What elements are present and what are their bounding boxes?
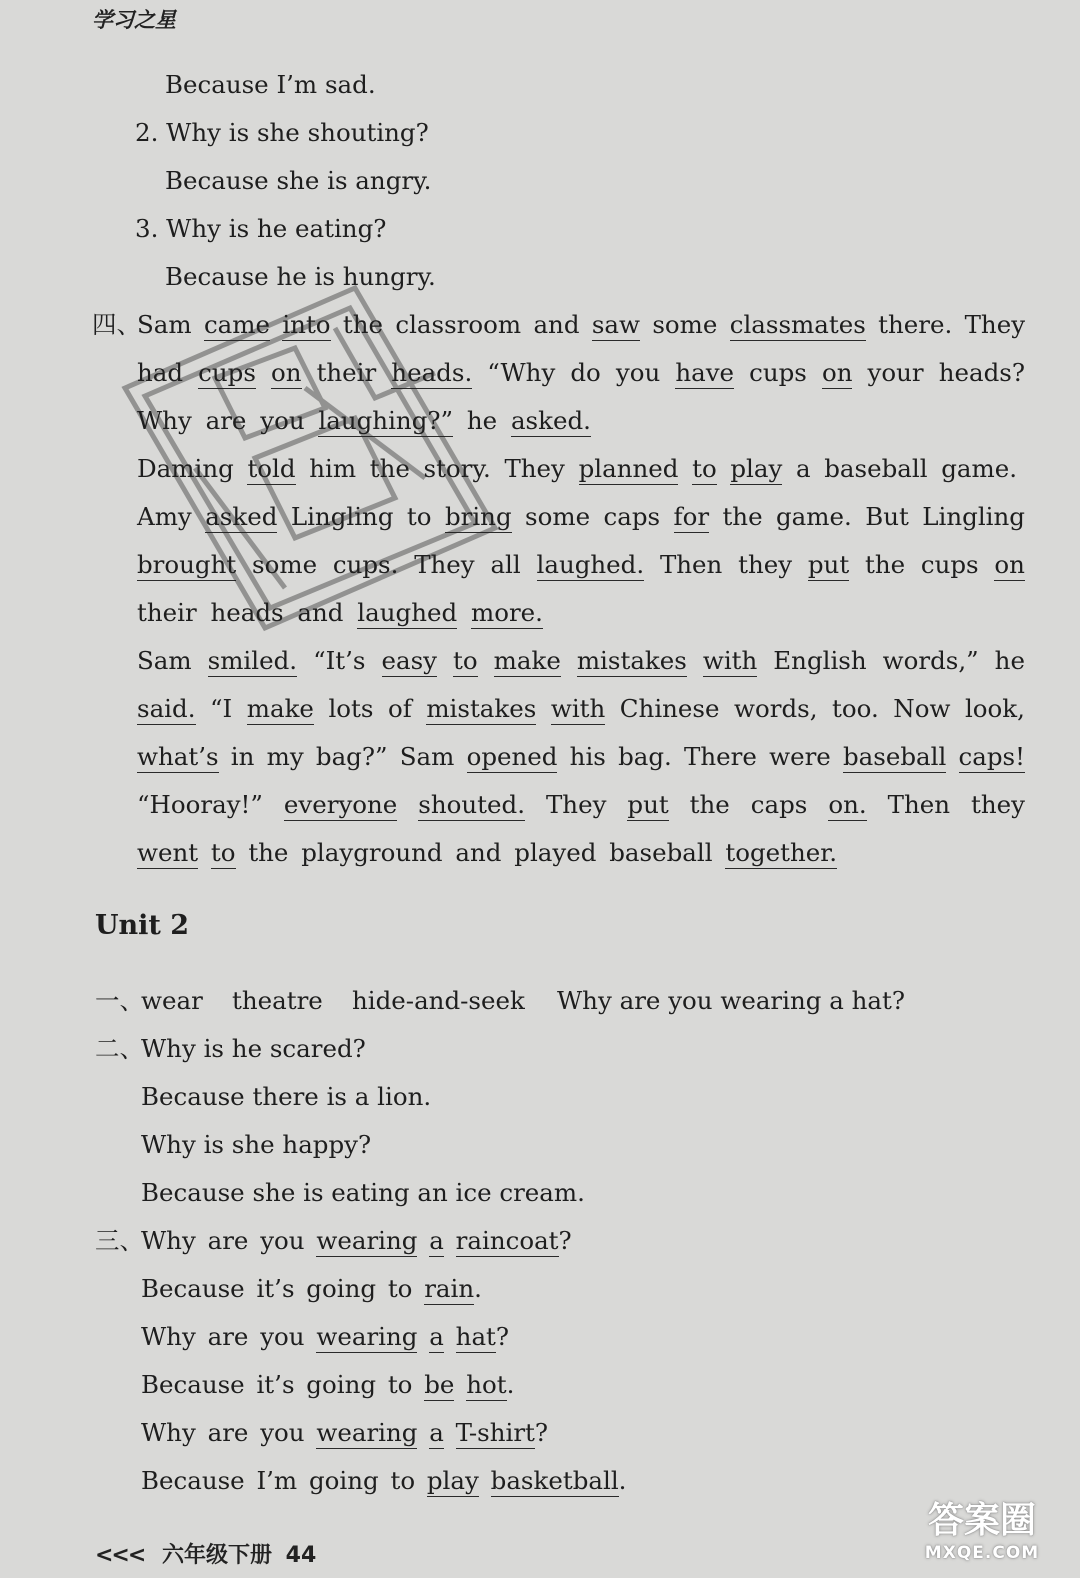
section-number: 四、 <box>92 310 141 339</box>
answer-line: Because there is a lion. <box>141 1082 432 1111</box>
answer-line: Because it’s going to rain. <box>141 1274 482 1303</box>
answer-line: Why are you wearing a raincoat? <box>141 1226 572 1255</box>
sentence-answer: Why are you wearing a hat? <box>557 986 905 1015</box>
answer-line: Because I’m sad. <box>165 70 376 99</box>
answer-line: Because he is hungry. <box>165 262 436 291</box>
section-number: 三、 <box>95 1226 144 1255</box>
page-footer <box>95 1538 316 1569</box>
answer-line: Because she is angry. <box>165 166 432 195</box>
passage-line: went to the playground and played baseball together. <box>137 838 838 867</box>
passage-line: what’s in my bag?” Sam opened his bag. There were baseball caps! <box>137 742 1025 771</box>
unit-heading: Unit 2 <box>95 910 190 941</box>
word-answer: hide-and-seek <box>352 986 525 1015</box>
book-series-title: 学习之星 <box>92 8 176 32</box>
passage-line: brought some cups. They all laughed. Then they put the cups on <box>137 550 1025 579</box>
passage-line: Daming told him the story. They planned to play a baseball game. <box>137 454 1018 483</box>
answer-line: Because it’s going to be hot. <box>141 1370 515 1399</box>
passage-line: said. “I make lots of mistakes with Chinese words, too. Now look, <box>137 694 1025 723</box>
answer-line: Why are you wearing a hat? <box>141 1322 510 1351</box>
passage-line: Sam smiled. “It’s easy to make mistakes with English words,” he <box>137 646 1025 675</box>
section-number: 一、 <box>95 986 144 1015</box>
chevron-left-icon: <<< <box>95 1543 145 1568</box>
passage-line: Why are you laughing?” he asked. <box>137 406 591 435</box>
passage-line: “Hooray!” everyone shouted. They put the caps on. Then they <box>137 790 1025 819</box>
answer-line: 3. Why is he eating? <box>135 214 387 243</box>
passage-line: Amy asked Lingling to bring some caps for the game. But Lingling <box>137 502 1025 531</box>
passage-line: had cups on their heads. “Why do you have cups on your heads? <box>137 358 1025 387</box>
answer-line: 2. Why is she shouting? <box>135 118 429 147</box>
answer-line: Why is he scared? <box>141 1034 366 1063</box>
passage-line: their heads and laughed more. <box>137 598 543 627</box>
answer-line: Why is she happy? <box>141 1130 372 1159</box>
word-answer: wear <box>141 986 203 1015</box>
answer-line: Because she is eating an ice cream. <box>141 1178 585 1207</box>
watermark-url: MXQE.COM <box>924 1543 1040 1563</box>
passage-line: Sam came into the classroom and saw some classmates there. They <box>137 310 1026 339</box>
word-answer: theatre <box>232 986 323 1015</box>
grade-label: 六年级下册 <box>161 1543 272 1568</box>
page-number: 44 <box>285 1543 317 1568</box>
answer-line: Because I’m going to play basketball. <box>141 1466 627 1495</box>
answer-line: Why are you wearing a T-shirt? <box>141 1418 549 1447</box>
site-watermark <box>902 1500 1062 1570</box>
watermark-logo: 答案圈 <box>927 1500 1036 1541</box>
section-number: 二、 <box>95 1034 144 1063</box>
